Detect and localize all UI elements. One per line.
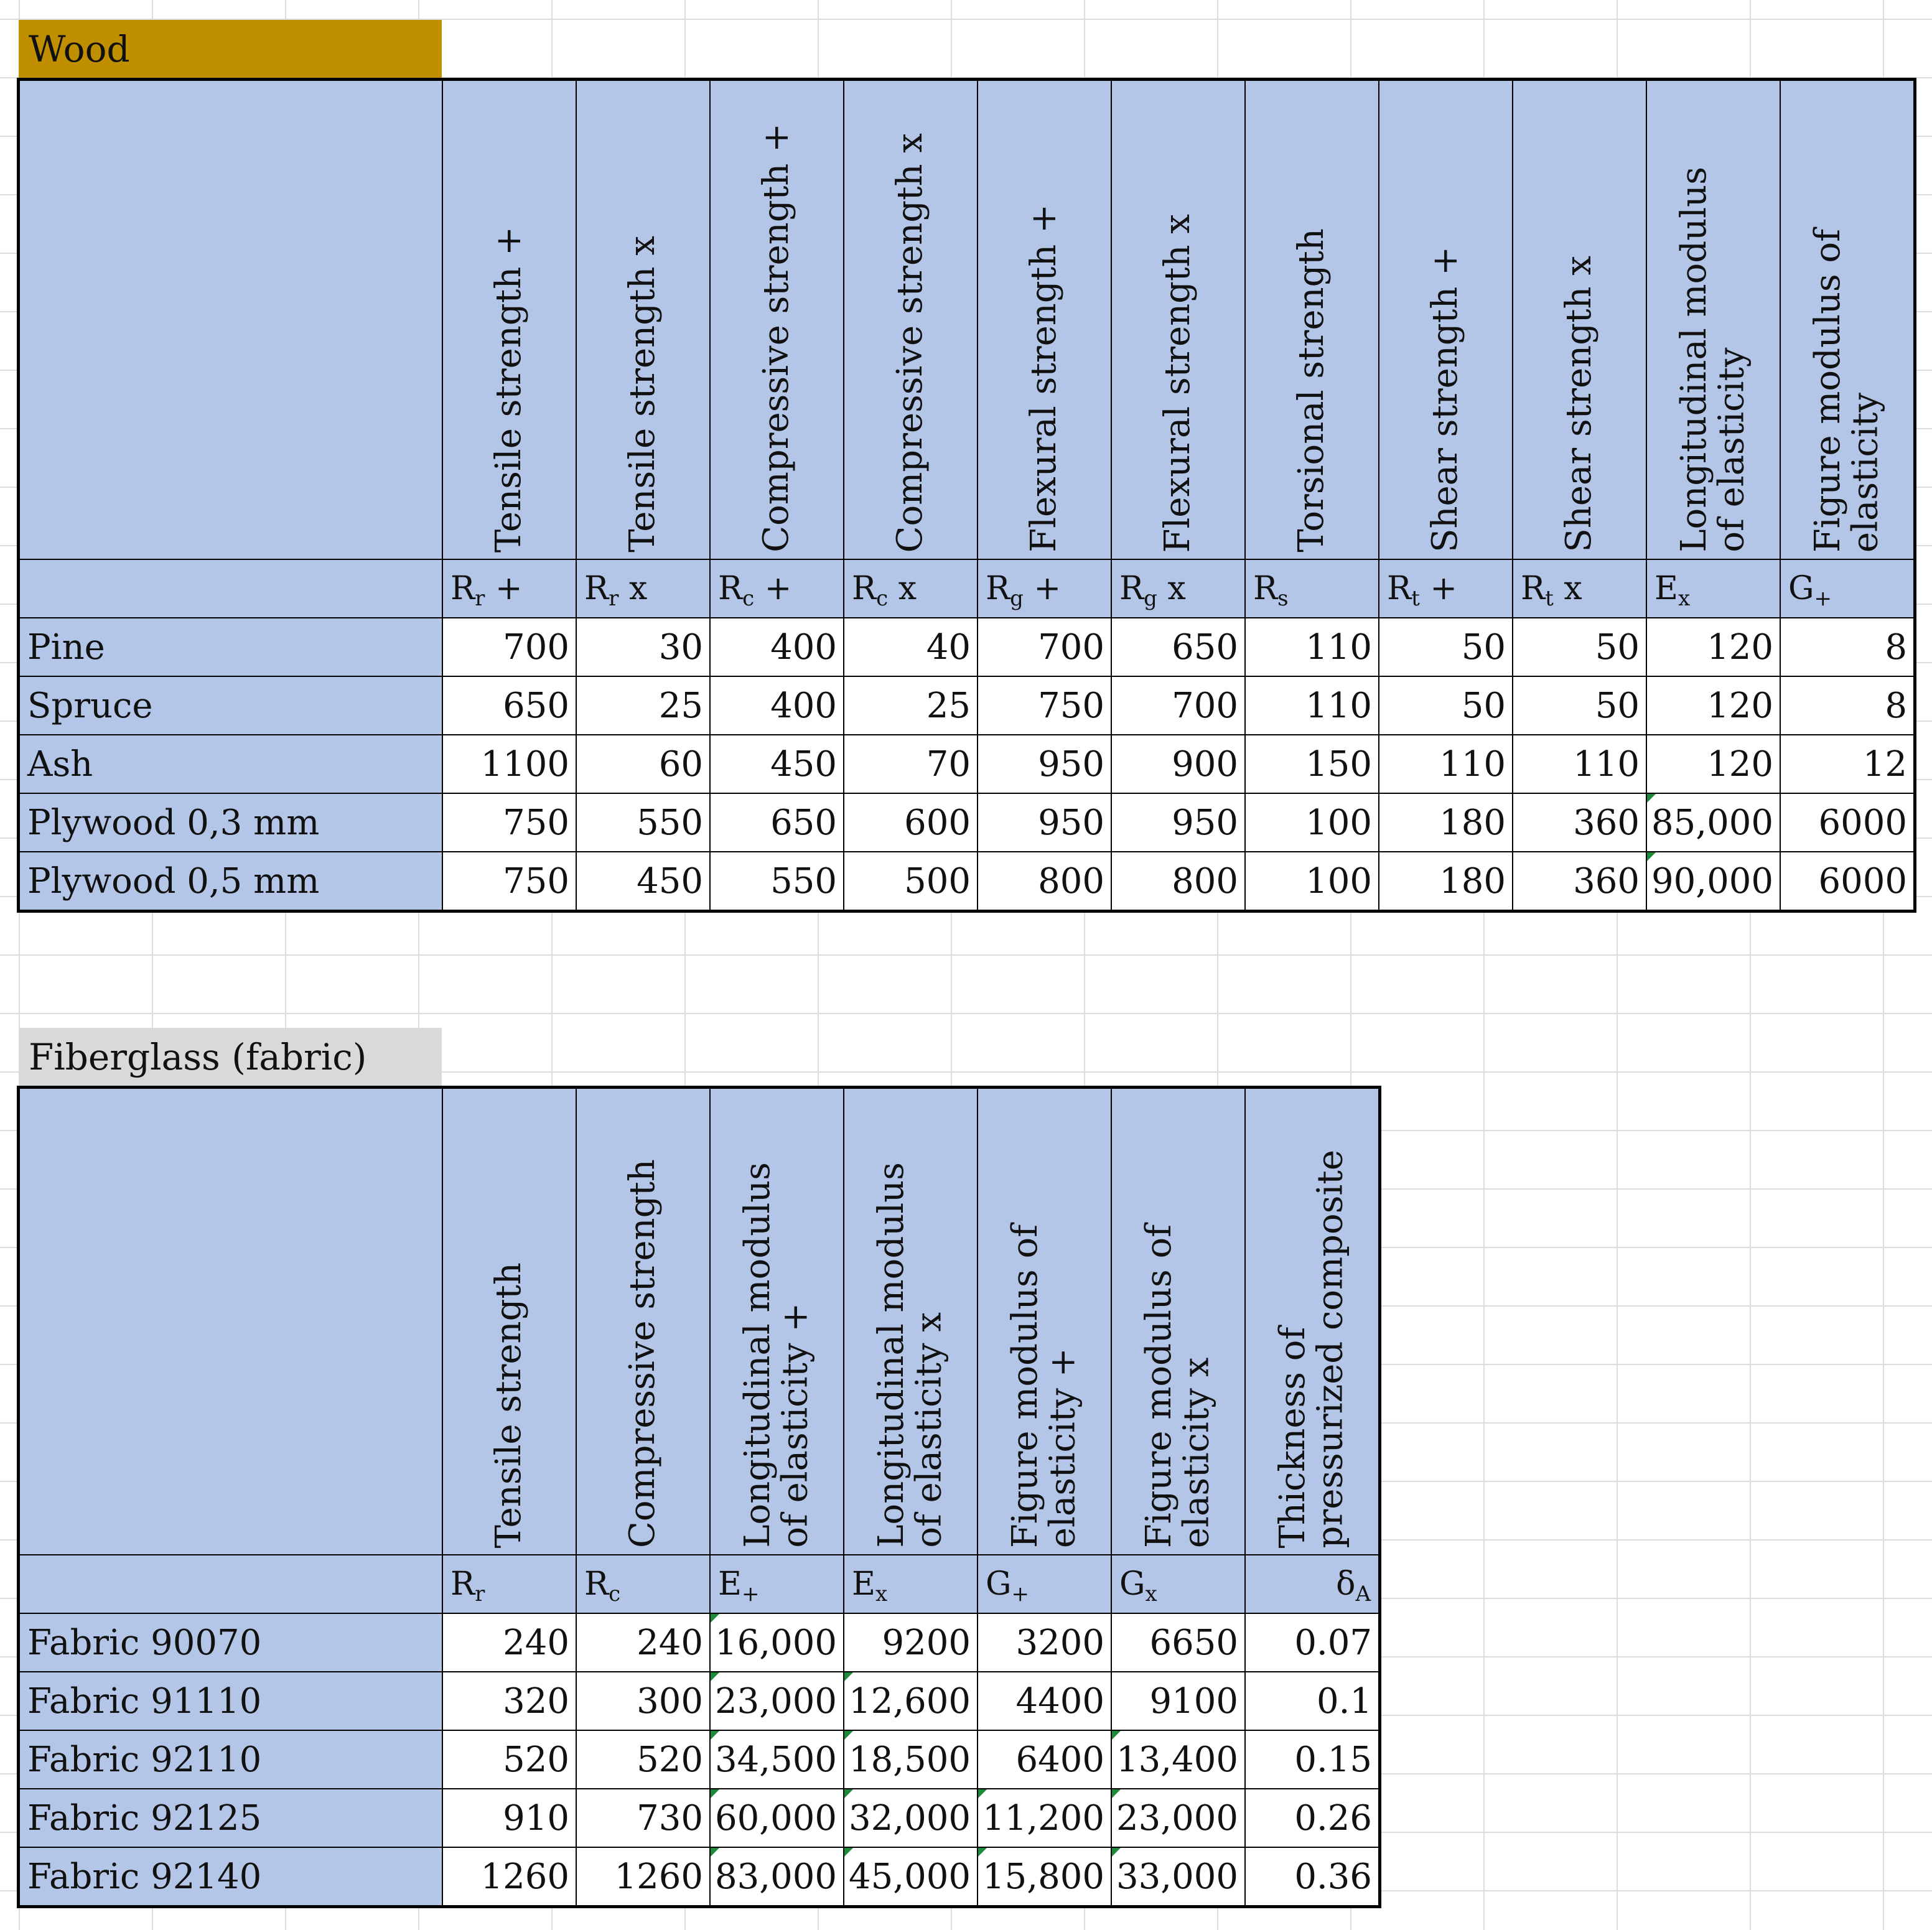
wood-column-header[interactable] xyxy=(1379,80,1513,559)
fiberglass-value-cell[interactable]: 240 xyxy=(576,1613,710,1672)
wood-table xyxy=(19,80,1915,911)
symbol-base: δ xyxy=(1336,1565,1356,1603)
wood-value-cell[interactable]: 6000 xyxy=(1780,793,1914,852)
symbol-subscript: A xyxy=(1355,1582,1371,1606)
wood-column-header-label: Shear strength x xyxy=(1559,256,1600,552)
symbol-subscript: c xyxy=(876,586,889,611)
symbol-subscript: + xyxy=(1011,1582,1030,1606)
fiberglass-value-cell[interactable]: 45,000 xyxy=(844,1847,978,1906)
symbol-subscript: r xyxy=(475,1582,485,1606)
wood-symbol-corner[interactable] xyxy=(19,559,442,618)
wood-row-label[interactable]: Plywood 0,3 mm xyxy=(19,793,442,852)
wood-value-cell[interactable]: 700 xyxy=(978,618,1111,676)
fiberglass-value-cell[interactable]: 11,200 xyxy=(978,1789,1111,1847)
table-row xyxy=(19,1847,1379,1906)
wood-column-symbol[interactable] xyxy=(1111,559,1245,618)
symbol-subscript: c xyxy=(609,1582,621,1606)
wood-value-cell[interactable]: 550 xyxy=(710,852,844,910)
fiberglass-value-cell[interactable]: 320 xyxy=(442,1672,576,1730)
wood-value-cell[interactable]: 50 xyxy=(1379,618,1513,676)
symbol-subscript: r xyxy=(609,586,619,611)
wood-value-cell[interactable]: 90,000 xyxy=(1646,852,1780,910)
fiberglass-value-cell[interactable]: 9200 xyxy=(844,1613,978,1672)
wood-column-header[interactable] xyxy=(1111,80,1245,559)
wood-value-cell[interactable]: 30 xyxy=(576,618,710,676)
fiberglass-value-cell[interactable]: 910 xyxy=(442,1789,576,1847)
symbol-base: R xyxy=(450,570,475,607)
wood-value-cell[interactable]: 650 xyxy=(442,676,576,735)
fiberglass-column-header-label: Figure modulus of elasticity x xyxy=(1139,1224,1217,1548)
symbol-suffix: + xyxy=(1023,570,1062,607)
symbol-subscript: x xyxy=(1145,1582,1157,1606)
symbol-base: R xyxy=(852,570,877,607)
symbol-base: G xyxy=(1119,1565,1146,1603)
symbol-subscript: t xyxy=(1411,586,1420,611)
wood-value-cell[interactable]: 120 xyxy=(1646,676,1780,735)
fiberglass-value-cell[interactable]: 0.26 xyxy=(1245,1789,1379,1847)
fiberglass-value-cell[interactable]: 23,000 xyxy=(710,1672,844,1730)
symbol-subscript: g xyxy=(1010,586,1024,611)
wood-value-cell[interactable]: 950 xyxy=(978,793,1111,852)
fiberglass-value-cell[interactable]: 16,000 xyxy=(710,1613,844,1672)
wood-value-cell[interactable]: 360 xyxy=(1513,852,1646,910)
table-row xyxy=(19,735,1914,793)
wood-value-cell[interactable]: 100 xyxy=(1245,852,1379,910)
symbol-subscript: x xyxy=(1678,586,1691,611)
table-row xyxy=(19,852,1914,910)
wood-value-cell[interactable]: 800 xyxy=(1111,852,1245,910)
wood-value-cell[interactable]: 950 xyxy=(978,735,1111,793)
fiberglass-value-cell[interactable]: 13,400 xyxy=(1111,1730,1245,1789)
fiberglass-column-header-label: Thickness of pressurized composite xyxy=(1272,1149,1351,1548)
fiberglass-column-header[interactable] xyxy=(978,1088,1111,1555)
symbol-suffix: + xyxy=(754,570,792,607)
fiberglass-value-cell[interactable]: 0.07 xyxy=(1245,1613,1379,1672)
wood-value-cell[interactable]: 50 xyxy=(1379,676,1513,735)
wood-value-cell[interactable]: 110 xyxy=(1379,735,1513,793)
fiberglass-value-cell[interactable]: 6650 xyxy=(1111,1613,1245,1672)
fiberglass-column-header[interactable] xyxy=(442,1088,576,1555)
wood-value-cell[interactable]: 400 xyxy=(710,618,844,676)
fiberglass-row-label[interactable]: Fabric 92140 xyxy=(19,1847,442,1906)
wood-column-header-label: Longitudinal modulus of elasticity xyxy=(1674,167,1752,552)
symbol-suffix: x xyxy=(888,570,917,607)
fiberglass-row-label[interactable]: Fabric 92110 xyxy=(19,1730,442,1789)
wood-header-corner[interactable] xyxy=(19,80,442,559)
wood-value-cell[interactable]: 120 xyxy=(1646,618,1780,676)
symbol-suffix: x xyxy=(1553,570,1582,607)
wood-value-cell[interactable]: 8 xyxy=(1780,676,1914,735)
fiberglass-value-cell[interactable]: 34,500 xyxy=(710,1730,844,1789)
wood-column-symbol[interactable] xyxy=(1780,559,1914,618)
fiberglass-value-cell[interactable]: 0.36 xyxy=(1245,1847,1379,1906)
fiberglass-table xyxy=(19,1088,1379,1906)
wood-column-symbol[interactable] xyxy=(1245,559,1379,618)
wood-value-cell[interactable]: 70 xyxy=(844,735,978,793)
wood-value-cell[interactable]: 110 xyxy=(1245,618,1379,676)
wood-value-cell[interactable]: 110 xyxy=(1245,676,1379,735)
symbol-subscript: + xyxy=(1814,586,1832,611)
fiberglass-value-cell[interactable]: 3200 xyxy=(978,1613,1111,1672)
symbol-base: E xyxy=(1654,570,1678,607)
wood-value-cell[interactable]: 25 xyxy=(844,676,978,735)
fiberglass-column-header[interactable] xyxy=(710,1088,844,1555)
wood-column-header[interactable] xyxy=(1646,80,1780,559)
wood-column-header-label: Flexural strength x xyxy=(1157,213,1198,552)
wood-value-cell[interactable]: 750 xyxy=(442,793,576,852)
wood-value-cell[interactable]: 950 xyxy=(1111,793,1245,852)
fiberglass-column-header[interactable] xyxy=(1111,1088,1245,1555)
wood-column-symbol[interactable] xyxy=(978,559,1111,618)
fiberglass-column-header[interactable] xyxy=(576,1088,710,1555)
wood-column-header-label: Compressive strength + xyxy=(756,123,797,552)
wood-row-label[interactable]: Ash xyxy=(19,735,442,793)
fiberglass-value-cell[interactable]: 12,600 xyxy=(844,1672,978,1730)
wood-value-cell[interactable]: 700 xyxy=(1111,676,1245,735)
wood-value-cell[interactable]: 650 xyxy=(1111,618,1245,676)
wood-column-header[interactable] xyxy=(710,80,844,559)
symbol-base: E xyxy=(718,1565,742,1603)
wood-value-cell[interactable]: 100 xyxy=(1245,793,1379,852)
fiberglass-value-cell[interactable]: 520 xyxy=(442,1730,576,1789)
fiberglass-column-symbol[interactable] xyxy=(1245,1555,1379,1613)
fiberglass-column-symbol[interactable] xyxy=(978,1555,1111,1613)
symbol-subscript: + xyxy=(741,1582,760,1606)
wood-column-header[interactable] xyxy=(1245,80,1379,559)
table-row xyxy=(19,676,1914,735)
wood-row-label[interactable]: Plywood 0,5 mm xyxy=(19,852,442,910)
fiberglass-column-symbol[interactable] xyxy=(1111,1555,1245,1613)
fiberglass-column-symbol[interactable] xyxy=(576,1555,710,1613)
fiberglass-column-symbol[interactable] xyxy=(844,1555,978,1613)
wood-value-cell[interactable]: 110 xyxy=(1513,735,1646,793)
fiberglass-value-cell[interactable]: 15,800 xyxy=(978,1847,1111,1906)
wood-header-row xyxy=(19,80,1914,559)
fiberglass-column-symbol[interactable] xyxy=(442,1555,576,1613)
wood-row-label[interactable]: Spruce xyxy=(19,676,442,735)
symbol-base: R xyxy=(718,570,743,607)
wood-column-header-label: Figure modulus of elasticity xyxy=(1808,228,1886,552)
symbol-subscript: g xyxy=(1144,586,1157,611)
wood-column-header-label: Shear strength + xyxy=(1425,246,1466,552)
wood-value-cell[interactable]: 700 xyxy=(442,618,576,676)
wood-row-label[interactable]: Pine xyxy=(19,618,442,676)
symbol-subscript: r xyxy=(475,586,485,611)
fiberglass-value-cell[interactable]: 730 xyxy=(576,1789,710,1847)
wood-column-header[interactable] xyxy=(844,80,978,559)
wood-column-header-label: Tensile strength x xyxy=(622,236,663,552)
table-row xyxy=(19,1789,1379,1847)
wood-value-cell[interactable]: 750 xyxy=(978,676,1111,735)
symbol-base: R xyxy=(1253,570,1278,607)
fiberglass-value-cell[interactable]: 33,000 xyxy=(1111,1847,1245,1906)
table-row xyxy=(19,793,1914,852)
fiberglass-column-header[interactable] xyxy=(844,1088,978,1555)
fiberglass-value-cell[interactable]: 1260 xyxy=(442,1847,576,1906)
symbol-base: R xyxy=(1119,570,1144,607)
fiberglass-row-label[interactable]: Fabric 91110 xyxy=(19,1672,442,1730)
wood-value-cell[interactable]: 85,000 xyxy=(1646,793,1780,852)
symbol-base: G xyxy=(986,1565,1012,1603)
symbol-subscript: x xyxy=(875,1582,888,1606)
wood-section-title[interactable]: Wood xyxy=(19,20,442,78)
wood-column-header[interactable] xyxy=(1513,80,1646,559)
wood-column-header[interactable] xyxy=(576,80,710,559)
wood-value-cell[interactable]: 450 xyxy=(576,852,710,910)
wood-value-cell[interactable]: 750 xyxy=(442,852,576,910)
wood-value-cell[interactable]: 600 xyxy=(844,793,978,852)
wood-value-cell[interactable]: 180 xyxy=(1379,793,1513,852)
symbol-suffix: x xyxy=(618,570,648,607)
wood-value-cell[interactable]: 180 xyxy=(1379,852,1513,910)
fiberglass-column-header-label: Compressive strength xyxy=(622,1158,663,1548)
wood-value-cell[interactable]: 150 xyxy=(1245,735,1379,793)
table-row xyxy=(19,1730,1379,1789)
symbol-base: R xyxy=(450,1565,475,1603)
fiberglass-row-label[interactable]: Fabric 90070 xyxy=(19,1613,442,1672)
fiberglass-value-cell[interactable]: 240 xyxy=(442,1613,576,1672)
wood-column-symbol[interactable] xyxy=(576,559,710,618)
wood-column-symbol[interactable] xyxy=(1379,559,1513,618)
fiberglass-header-row xyxy=(19,1088,1379,1555)
wood-column-header[interactable] xyxy=(978,80,1111,559)
wood-value-cell[interactable]: 550 xyxy=(576,793,710,852)
wood-value-cell[interactable]: 25 xyxy=(576,676,710,735)
symbol-suffix: + xyxy=(485,570,523,607)
symbol-base: E xyxy=(852,1565,875,1603)
fiberglass-value-cell[interactable]: 0.15 xyxy=(1245,1730,1379,1789)
symbol-base: R xyxy=(1387,570,1412,607)
fiberglass-value-cell[interactable]: 1260 xyxy=(576,1847,710,1906)
fiberglass-section-title[interactable]: Fiberglass (fabric) xyxy=(19,1028,442,1086)
wood-value-cell[interactable]: 900 xyxy=(1111,735,1245,793)
fiberglass-value-cell[interactable]: 520 xyxy=(576,1730,710,1789)
wood-value-cell[interactable]: 40 xyxy=(844,618,978,676)
fiberglass-column-header-label: Figure modulus of elasticity + xyxy=(1005,1224,1083,1548)
fiberglass-value-cell[interactable]: 60,000 xyxy=(710,1789,844,1847)
wood-value-cell[interactable]: 60 xyxy=(576,735,710,793)
wood-value-cell[interactable]: 650 xyxy=(710,793,844,852)
fiberglass-column-header[interactable] xyxy=(1245,1088,1379,1555)
table-row xyxy=(19,1672,1379,1730)
table-row xyxy=(19,618,1914,676)
fiberglass-value-cell[interactable]: 6400 xyxy=(978,1730,1111,1789)
wood-value-cell[interactable]: 800 xyxy=(978,852,1111,910)
wood-column-header-label: Tensile strength + xyxy=(488,226,530,552)
wood-value-cell[interactable]: 450 xyxy=(710,735,844,793)
fiberglass-value-cell[interactable]: 18,500 xyxy=(844,1730,978,1789)
symbol-subscript: t xyxy=(1545,586,1554,611)
wood-column-symbol[interactable] xyxy=(1513,559,1646,618)
wood-column-header-label: Torsional strength xyxy=(1291,228,1332,552)
fiberglass-header-corner[interactable] xyxy=(19,1088,442,1555)
wood-column-header[interactable] xyxy=(1780,80,1914,559)
fiberglass-value-cell[interactable]: 4400 xyxy=(978,1672,1111,1730)
fiberglass-value-cell[interactable]: 23,000 xyxy=(1111,1789,1245,1847)
wood-value-cell[interactable]: 50 xyxy=(1513,618,1646,676)
wood-column-symbol[interactable] xyxy=(710,559,844,618)
wood-value-cell[interactable]: 12 xyxy=(1780,735,1914,793)
fiberglass-column-symbol[interactable] xyxy=(710,1555,844,1613)
table-row xyxy=(19,1613,1379,1672)
wood-column-header-label: Compressive strength x xyxy=(890,133,931,552)
wood-symbol-row xyxy=(19,559,1914,618)
symbol-base: R xyxy=(584,1565,609,1603)
wood-column-symbol[interactable] xyxy=(1646,559,1780,618)
wood-value-cell[interactable]: 360 xyxy=(1513,793,1646,852)
fiberglass-column-header-label: Tensile strength xyxy=(488,1262,530,1548)
wood-column-symbol[interactable] xyxy=(844,559,978,618)
fiberglass-value-cell[interactable]: 300 xyxy=(576,1672,710,1730)
symbol-base: R xyxy=(1521,570,1546,607)
symbol-base: R xyxy=(986,570,1010,607)
wood-value-cell[interactable]: 6000 xyxy=(1780,852,1914,910)
fiberglass-column-header-label: Longitudinal modulus of elasticity x xyxy=(871,1162,950,1548)
wood-column-symbol[interactable] xyxy=(442,559,576,618)
fiberglass-column-header-label: Longitudinal modulus of elasticity + xyxy=(737,1162,816,1548)
symbol-suffix: + xyxy=(1419,570,1457,607)
wood-value-cell[interactable]: 8 xyxy=(1780,618,1914,676)
fiberglass-value-cell[interactable]: 0.1 xyxy=(1245,1672,1379,1730)
symbol-subscript: s xyxy=(1277,586,1289,611)
symbol-base: G xyxy=(1788,570,1814,607)
fiberglass-row-label[interactable]: Fabric 92125 xyxy=(19,1789,442,1847)
fiberglass-symbol-corner[interactable] xyxy=(19,1555,442,1613)
symbol-subscript: c xyxy=(742,586,755,611)
wood-value-cell[interactable]: 400 xyxy=(710,676,844,735)
fiberglass-value-cell[interactable]: 32,000 xyxy=(844,1789,978,1847)
wood-value-cell[interactable]: 50 xyxy=(1513,676,1646,735)
fiberglass-value-cell[interactable]: 9100 xyxy=(1111,1672,1245,1730)
fiberglass-symbol-row xyxy=(19,1555,1379,1613)
wood-column-header[interactable] xyxy=(442,80,576,559)
symbol-base: R xyxy=(584,570,609,607)
wood-value-cell[interactable]: 500 xyxy=(844,852,978,910)
symbol-suffix: x xyxy=(1157,570,1186,607)
wood-column-header-label: Flexural strength + xyxy=(1024,204,1065,552)
wood-value-cell[interactable]: 120 xyxy=(1646,735,1780,793)
wood-value-cell[interactable]: 1100 xyxy=(442,735,576,793)
fiberglass-value-cell[interactable]: 83,000 xyxy=(710,1847,844,1906)
